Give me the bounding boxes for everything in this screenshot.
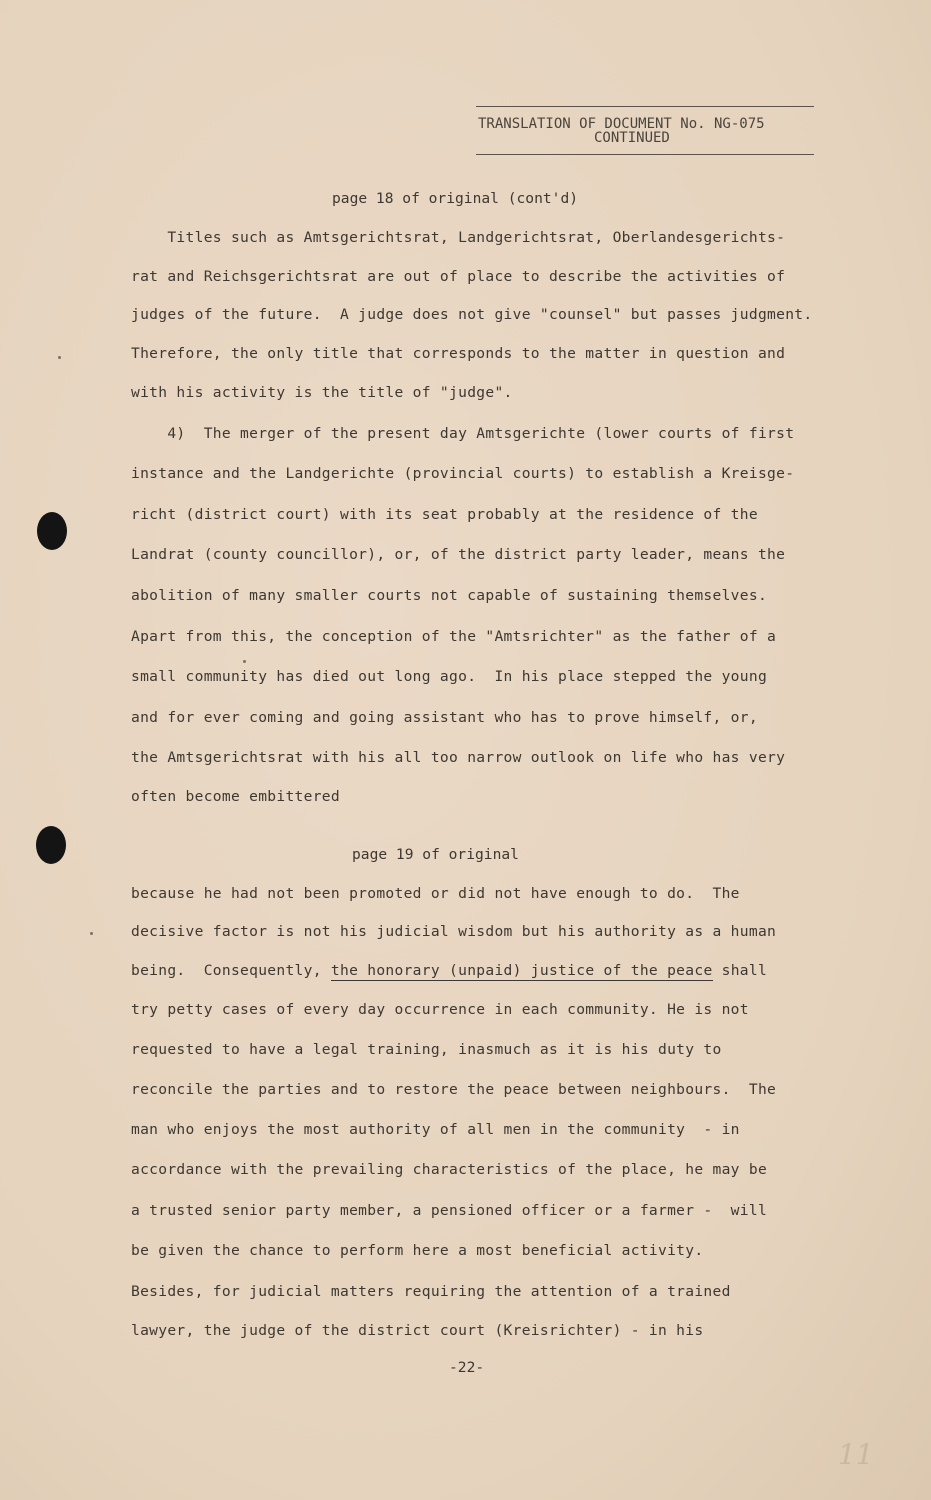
pencil-annotation: 11 [838,1438,874,1471]
text-line: richt (district court) with its seat probably at the residence of the [131,506,758,523]
text-line: reconcile the parties and to restore the peace between neighbours. The [131,1081,777,1098]
text-segment: being. Consequently, [131,962,331,979]
paper-speck [90,932,93,935]
document-header [476,106,816,155]
text-line: and for ever coming and going assistant who has to prove himself, or, [131,709,758,726]
page-18-heading: page 18 of original (cont'd) [332,190,579,207]
text-line-underlined [131,962,767,979]
document-title: TRANSLATION OF DOCUMENT No. NG-075 [478,116,765,132]
header-top-rule [476,106,814,107]
punch-hole [37,512,67,550]
text-line: Besides, for judicial matters requiring the attention of a trained [131,1283,731,1300]
text-line: decisive factor is not his judicial wisdom but his authority as a human [131,923,777,940]
header-bottom-rule [476,154,814,155]
paper-speck [58,356,61,359]
text-line: small community has died out long ago. In his place stepped the young [131,668,768,685]
text-line: abolition of many smaller courts not capable of sustaining themselves. [131,587,768,604]
text-line: a trusted senior party member, a pensioned officer or a farmer - will [131,1202,768,1219]
punch-hole [36,826,66,864]
text-line: rat and Reichsgerichtsrat are out of place to describe the activities of [131,268,786,285]
text-line: because he had not been promoted or did not have enough to do. The [131,885,740,902]
text-line: Landrat (county councillor), or, of the district party leader, means the [131,546,786,563]
text-line: Titles such as Amtsgerichtsrat, Landgerichtsrat, Oberlandesgerichts- [131,229,786,246]
text-line: Apart from this, the conception of the "Amtsrichter" as the father of a [131,628,777,645]
paper-speck [243,660,246,663]
underlined-phrase: the honorary (unpaid) justice of the peace [330,962,713,979]
text-line: often become embittered [131,788,340,805]
page-19-heading: page 19 of original [352,846,519,863]
text-line: man who enjoys the most authority of all men in the community - in [131,1121,740,1138]
page-number: -22- [449,1359,485,1376]
document-subtitle: CONTINUED [594,130,670,146]
text-line: the Amtsgerichtsrat with his all too narrow outlook on life who has very [131,749,786,766]
text-line: be given the chance to perform here a most beneficial activity. [131,1242,704,1259]
text-line: try petty cases of every day occurrence in each community. He is not [131,1001,749,1018]
text-line: lawyer, the judge of the district court (Kreisrichter) - in his [131,1322,704,1339]
text-line: instance and the Landgerichte (provincial courts) to establish a Kreisge- [131,465,795,482]
text-segment: shall [712,962,768,979]
text-line: with his activity is the title of "judge". [131,384,513,401]
text-line: judges of the future. A judge does not give "counsel" but passes judgment. [131,306,813,323]
text-line: accordance with the prevailing characteristics of the place, he may be [131,1161,768,1178]
text-line: requested to have a legal training, inasmuch as it is his duty to [131,1041,722,1058]
text-line: 4) The merger of the present day Amtsgerichte (lower courts of first [131,425,795,442]
text-line: Therefore, the only title that corresponds to the matter in question and [131,345,786,362]
